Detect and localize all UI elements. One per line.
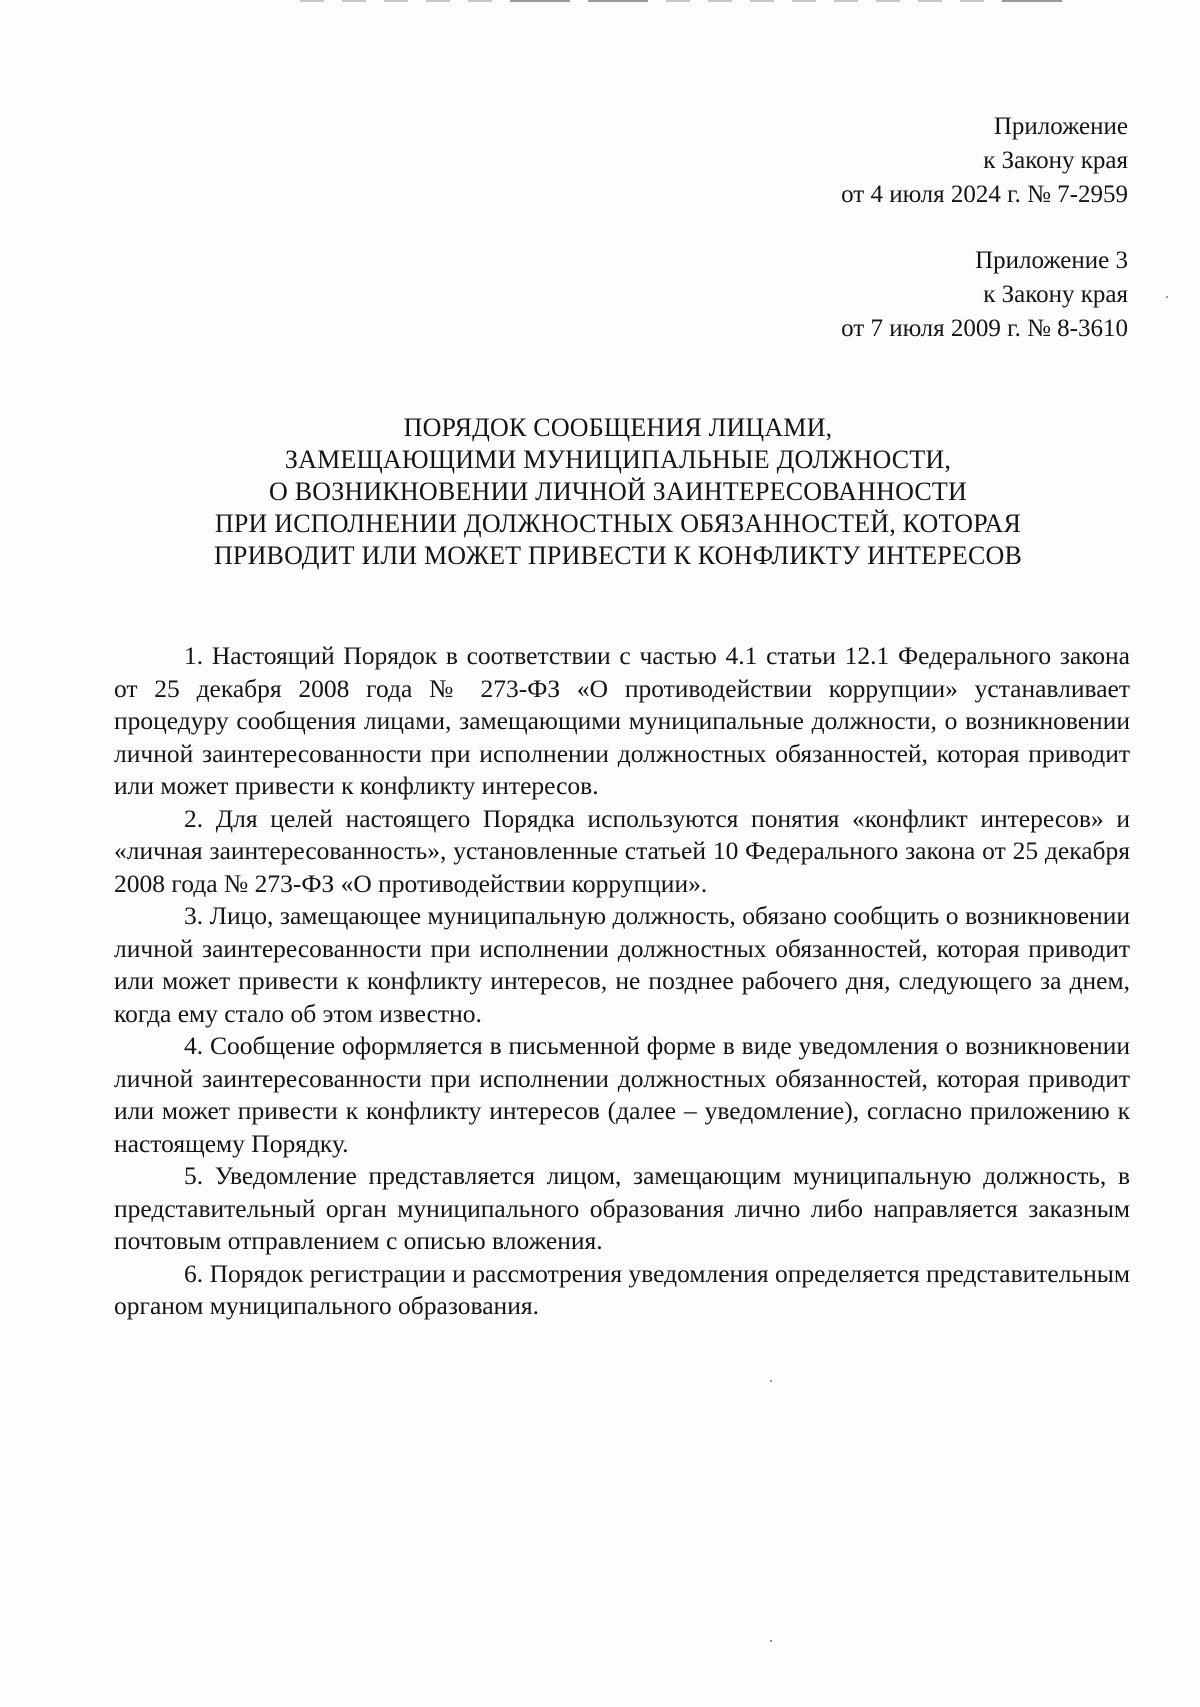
title-line: О ВОЗНИКНОВЕНИИ ЛИЧНОЙ ЗАИНТЕРЕСОВАННОСТИ — [269, 477, 967, 506]
attachment-label: Приложение 3 — [975, 247, 1128, 274]
attachment-header-original — [841, 244, 1128, 346]
attachment-law-ref: к Закону края — [983, 147, 1128, 174]
title-line: ЗАМЕЩАЮЩИМИ МУНИЦИПАЛЬНЫЕ ДОЛЖНОСТИ, — [284, 445, 952, 474]
document-title — [110, 412, 1126, 572]
document-body — [114, 640, 1130, 1323]
attachment-law-ref: к Закону края — [983, 281, 1128, 308]
paragraph-1: 1. Настоящий Порядок в соответствии с частью 4.1 статьи 12.1 Федерального закона от 25 декабря 2008 года № 273-ФЗ «О противодействии коррупции» устанавливает процедуру сообщения лицами, замещающими муниципальные должности, о возникновении личной заинтересованности при исполнении должностных обязанностей, которая приводит или может привести к конфликту интересов. — [114, 641, 1130, 800]
scan-speck — [770, 1380, 772, 1382]
paragraph-3: 3. Лицо, замещающее муниципальную должность, обязано сообщить о возникновении личной заинтересованности при исполнении должностных обязанностей, которая приводит или может привести к конфликту интересов, не позднее рабочего дня, следующего за днем, когда ему стало об этом известно. — [114, 901, 1130, 1028]
paragraph-6: 6. Порядок регистрации и рассмотрения уведомления определяется представительным органом муниципального образования. — [114, 1258, 1130, 1320]
paragraph-2: 2. Для целей настоящего Порядка используются понятия «конфликт интересов» и «личная заинтересованность», установленные статьей 10 Федерального закона от 25 декабря 2008 года № 273-ФЗ «О противодействии коррупции». — [114, 803, 1130, 898]
attachment-law-date: от 4 июля 2024 г. № 7-2959 — [841, 181, 1128, 208]
title-line: ПОРЯДОК СООБЩЕНИЯ ЛИЦАМИ, — [403, 413, 833, 442]
title-line: ПРИ ИСПОЛНЕНИИ ДОЛЖНОСТНЫХ ОБЯЗАННОСТЕЙ, КОТОРАЯ — [214, 509, 1022, 538]
scan-speck — [1166, 296, 1168, 298]
attachment-label: Приложение — [993, 113, 1128, 140]
title-line: ПРИВОДИТ ИЛИ МОЖЕТ ПРИВЕСТИ К КОНФЛИКТУ ИНТЕРЕСОВ — [213, 541, 1023, 570]
scan-speck — [770, 1640, 772, 1642]
attachment-header-current — [841, 110, 1128, 212]
paragraph-4: 4. Сообщение оформляется в письменной форме в виде уведомления о возникновении личной заинтересованности при исполнении должностных обязанностей, которая приводит или может привести к конфликту интересов (далее – уведомление), согласно приложению к настоящему Порядку. — [114, 1031, 1130, 1158]
paragraph-5: 5. Уведомление представляется лицом, замещающим муниципальную должность, в представительный орган муниципального образования лично либо направляется заказным почтовым отправлением с описью вложения. — [114, 1161, 1130, 1255]
scan-edge-artifact — [0, 0, 1200, 8]
attachment-law-date: от 7 июля 2009 г. № 8-3610 — [841, 315, 1128, 342]
